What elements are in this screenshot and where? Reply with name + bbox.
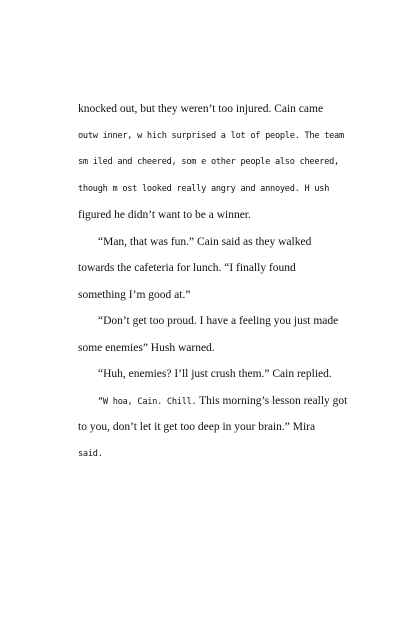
text-line: something I’m good at.” xyxy=(78,288,191,301)
text-line: knocked out, but they weren’t too injured. Cain came xyxy=(78,103,324,115)
text-line: though m ost looked really angry and annoyed. H ush xyxy=(78,183,330,194)
text-line: towards the cafeteria for lunch. “I finally found xyxy=(78,262,296,274)
text-line: some enemies” Hush warned. xyxy=(78,341,215,354)
text-line: “Don’t get too proud. I have a feeling you just made xyxy=(98,315,339,327)
text-line: sm iled and cheered, som e other people also cheered, xyxy=(78,157,339,167)
text-line: to you, don’t let it get too deep in your brain.” Mira xyxy=(78,421,316,433)
text-line: said. xyxy=(78,448,103,459)
text-segment: “W hoa, Cain. Chill. xyxy=(98,396,197,407)
text-line: figured he didn’t want to be a winner. xyxy=(78,209,251,221)
body-text xyxy=(78,96,368,467)
text-line: outw inner, w hich surprised a lot of people. The team xyxy=(78,130,344,141)
text-segment: This morning’s lesson really got xyxy=(196,394,348,407)
text-line xyxy=(78,388,368,415)
text-line: “Man, that was fun.” Cain said as they walked xyxy=(98,235,312,248)
text-line: “Huh, enemies? I’ll just crush them.” Cain replied. xyxy=(98,368,332,380)
